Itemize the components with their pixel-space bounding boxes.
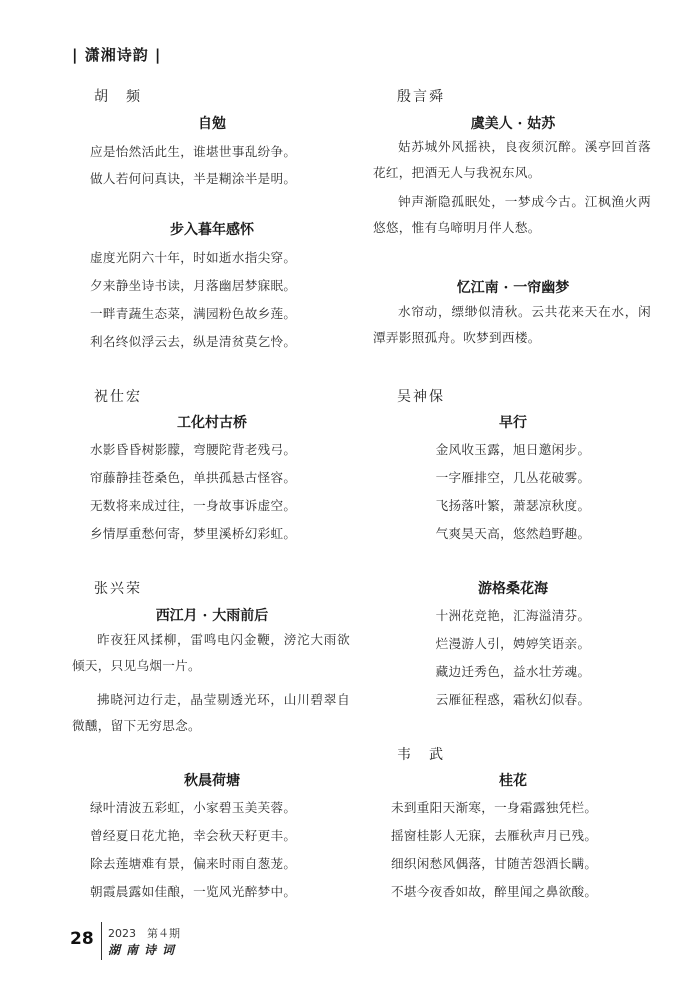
poem-line: 绿叶清波五彩虹，小家碧玉美芙蓉。: [90, 800, 297, 815]
poem-title: 游格桑花海: [478, 581, 548, 597]
poem-line: 不堪今夜香如故，醉里闻之鼻欲酸。: [391, 884, 598, 899]
poem-line: 摇窗桂影人无寐，去雁秋声月已残。: [391, 828, 598, 843]
poem-paragraph: 姑苏城外风摇袂，良夜须沉醉。溪亭回首落花红，把酒无人与我祝东风。: [373, 139, 651, 180]
poem-line: 金风收玉露，旭日邀闲步。: [435, 442, 591, 457]
poem-line: 气爽昊天高，悠然趋野趣。: [435, 526, 591, 541]
poet-name: 胡 频: [94, 89, 142, 105]
poet-name: 祝仕宏: [94, 389, 142, 405]
poem-line: 帘藤静挂苍桑色，单拱孤悬古怪容。: [90, 470, 297, 485]
poem-line: 虚度光阴六十年，时如逝水指尖穿。: [90, 250, 297, 265]
poem-line: 藏边迁秀色，益水壮芳魂。: [435, 664, 591, 679]
poem-line: 做人若何问真诀，半是糊涂半是明。: [90, 171, 297, 186]
poem-title: 秋晨荷塘: [184, 773, 240, 789]
poem-line: 除去莲塘难有景，偏来时雨自葱茏。: [90, 856, 297, 871]
poem-title: 步入暮年感怀: [170, 222, 254, 238]
issue-label: 2023 第４期: [108, 927, 180, 940]
poem-line: 烂漫游人引，娉婷笑语亲。: [435, 636, 591, 651]
poem-line: 未到重阳天渐寒，一身霜露独凭栏。: [391, 800, 598, 815]
poem-line: 飞扬落叶繁，萧瑟凉秋度。: [435, 498, 591, 513]
poem-line: 利名终似浮云去，纵是清贫莫乞怜。: [90, 334, 297, 349]
poem-line: 一畔青蔬生态菜，满园粉色故乡莲。: [90, 306, 297, 321]
poem-title: 桂花: [499, 773, 527, 789]
poem-title: 自勉: [198, 116, 226, 132]
magazine-name: 湖南诗词: [108, 943, 181, 957]
poem-line: 细织闲愁风偶落，甘随苦怨酒长瞒。: [391, 856, 598, 871]
page-number: 28: [70, 929, 94, 949]
poet-name: 殷言舜: [397, 89, 445, 105]
poet-name: 张兴荣: [94, 581, 142, 597]
poem-line: 夕来静坐诗书读，月落幽居梦寐眠。: [90, 278, 297, 293]
poem-paragraph: 水帘动，缥缈似清秋。云共花来天在水，闲潭弄影照孤舟。吹梦到西楼。: [373, 304, 651, 345]
poem-line: 水影昏昏树影朦，弯腰陀背老残弓。: [90, 442, 297, 457]
poem-title: 工化村古桥: [177, 415, 247, 431]
poem-title: 忆江南 · 一帘幽梦: [456, 280, 570, 296]
poem-line: 朝霞晨露如佳酿，一览风光醉梦中。: [90, 884, 297, 899]
poem-line: 云雁征程惑，霜秋幻似春。: [435, 692, 591, 707]
poem-title: 早行: [499, 415, 527, 431]
poem-paragraph: 昨夜狂风揉柳，雷鸣电闪金鞭，滂沱大雨欲倾天，只见乌烟一片。: [72, 632, 350, 673]
poem-paragraph: 钟声渐隐孤眠处，一梦成今古。江枫渔火两悠悠，惟有乌啼明月伴人愁。: [373, 194, 651, 235]
section-title: | 潇湘诗韵 |: [72, 46, 162, 64]
poem-line: 无数将来成过往，一身故事诉虚空。: [90, 498, 297, 513]
poem-title: 虞美人 · 姑苏: [470, 116, 556, 132]
poem-line: 乡情厚重愁何寄，梦里溪桥幻彩虹。: [90, 526, 297, 541]
poem-title: 西江月 · 大雨前后: [155, 608, 269, 624]
footer-divider: [101, 922, 102, 960]
poem-line: 一字雁排空，几丛花破雾。: [435, 470, 591, 485]
poem-line: 十洲花竞艳，汇海溢清芬。: [435, 608, 591, 623]
poet-name: 韦 武: [397, 747, 445, 763]
poem-line: 应是怡然活此生，谁堪世事乱纷争。: [90, 144, 297, 159]
poem-paragraph: 拂晓河边行走，晶莹剔透光环，山川碧翠自微醺，留下无穷思念。: [72, 692, 350, 733]
poem-line: 曾经夏日花尤艳，幸会秋天籽更丰。: [90, 828, 297, 843]
poet-name: 吴神保: [397, 389, 445, 405]
